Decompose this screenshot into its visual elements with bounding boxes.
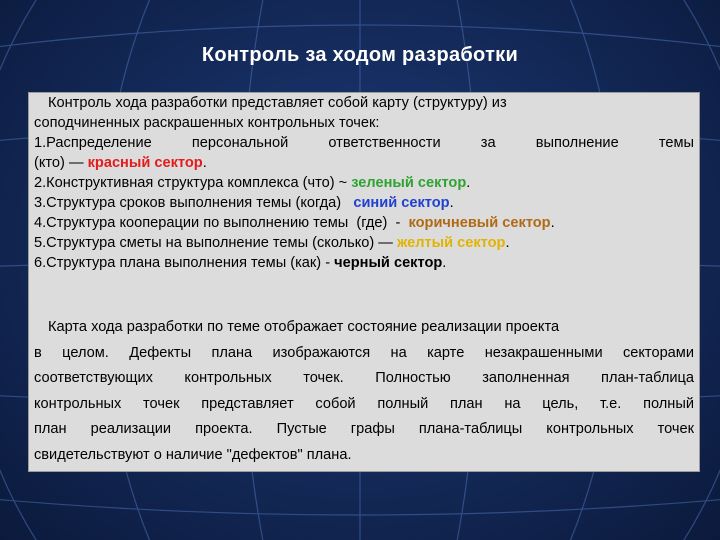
- list-item-2: [34, 173, 694, 193]
- list-item-6-prefix: 6.Структура плана выполнения темы (как) -: [34, 255, 335, 271]
- brown-sector-label: коричневый сектор: [408, 215, 551, 231]
- list-item-5: [34, 233, 694, 253]
- list-item-4-suffix: .: [550, 215, 555, 231]
- list-item-2-prefix: 2.Конструктивная структура комплекса (что) ~: [34, 175, 352, 191]
- blue-sector-label: синий сектор: [353, 195, 450, 211]
- paragraph2-line-4: контрольных точек представляет собой полный план на цель, т.е. полный: [34, 395, 694, 412]
- paragraph2-line-5: план реализации проекта. Пустые графы плана-таблицы контрольных точек: [34, 421, 694, 437]
- black-sector-label: черный сектор: [334, 255, 443, 271]
- list-item-6: [34, 253, 694, 273]
- list-item-1-line-2: [34, 153, 694, 173]
- intro-line-2: соподчиненных раскрашенных контрольных точек:: [34, 115, 380, 131]
- intro-line-1: Контроль хода разработки представляет собой карту (структуру) из: [48, 95, 507, 111]
- paragraph2-line-6: свидетельствуют о наличие "дефектов" плана.: [34, 446, 352, 463]
- content-panel: [28, 92, 700, 472]
- list-item-2-suffix: .: [466, 175, 471, 191]
- list-item-4: [34, 213, 694, 233]
- list-item-3-suffix: .: [449, 195, 454, 211]
- red-sector-label: красный сектор: [87, 155, 203, 171]
- list-item-3-prefix: 3.Структура сроков выполнения темы (когда): [34, 195, 354, 211]
- list-item-1-suffix: .: [202, 155, 207, 171]
- list-item-1-line-1: 1.Распределение персональной ответственности за выполнение темы: [34, 135, 694, 151]
- slide-title: Контроль за ходом разработки: [201, 44, 519, 66]
- control-points-list: [29, 93, 699, 273]
- paragraph2-line-3: соответствующих контрольных точек. Полностью заполненная план-таблица: [34, 370, 694, 386]
- list-item-6-suffix: .: [442, 255, 447, 271]
- list-item-5-prefix: 5.Структура сметы на выполнение темы (сколько) —: [34, 235, 397, 251]
- paragraph2-line-1: Карта хода разработки по теме отображает состояние реализации проекта: [48, 319, 560, 335]
- list-item-1-prefix: (кто) —: [34, 155, 88, 171]
- list-item-3: [34, 193, 694, 213]
- paragraph2-line-2: в целом. Дефекты плана изображаются на карте незакрашенными секторами: [34, 344, 694, 361]
- list-item-5-suffix: .: [505, 235, 510, 251]
- map-description-paragraph: [29, 315, 699, 468]
- yellow-sector-label: желтый сектор: [396, 235, 506, 251]
- list-item-4-prefix: 4.Структура кооперации по выполнению темы (где) -: [34, 215, 409, 231]
- green-sector-label: зеленый сектор: [351, 175, 467, 191]
